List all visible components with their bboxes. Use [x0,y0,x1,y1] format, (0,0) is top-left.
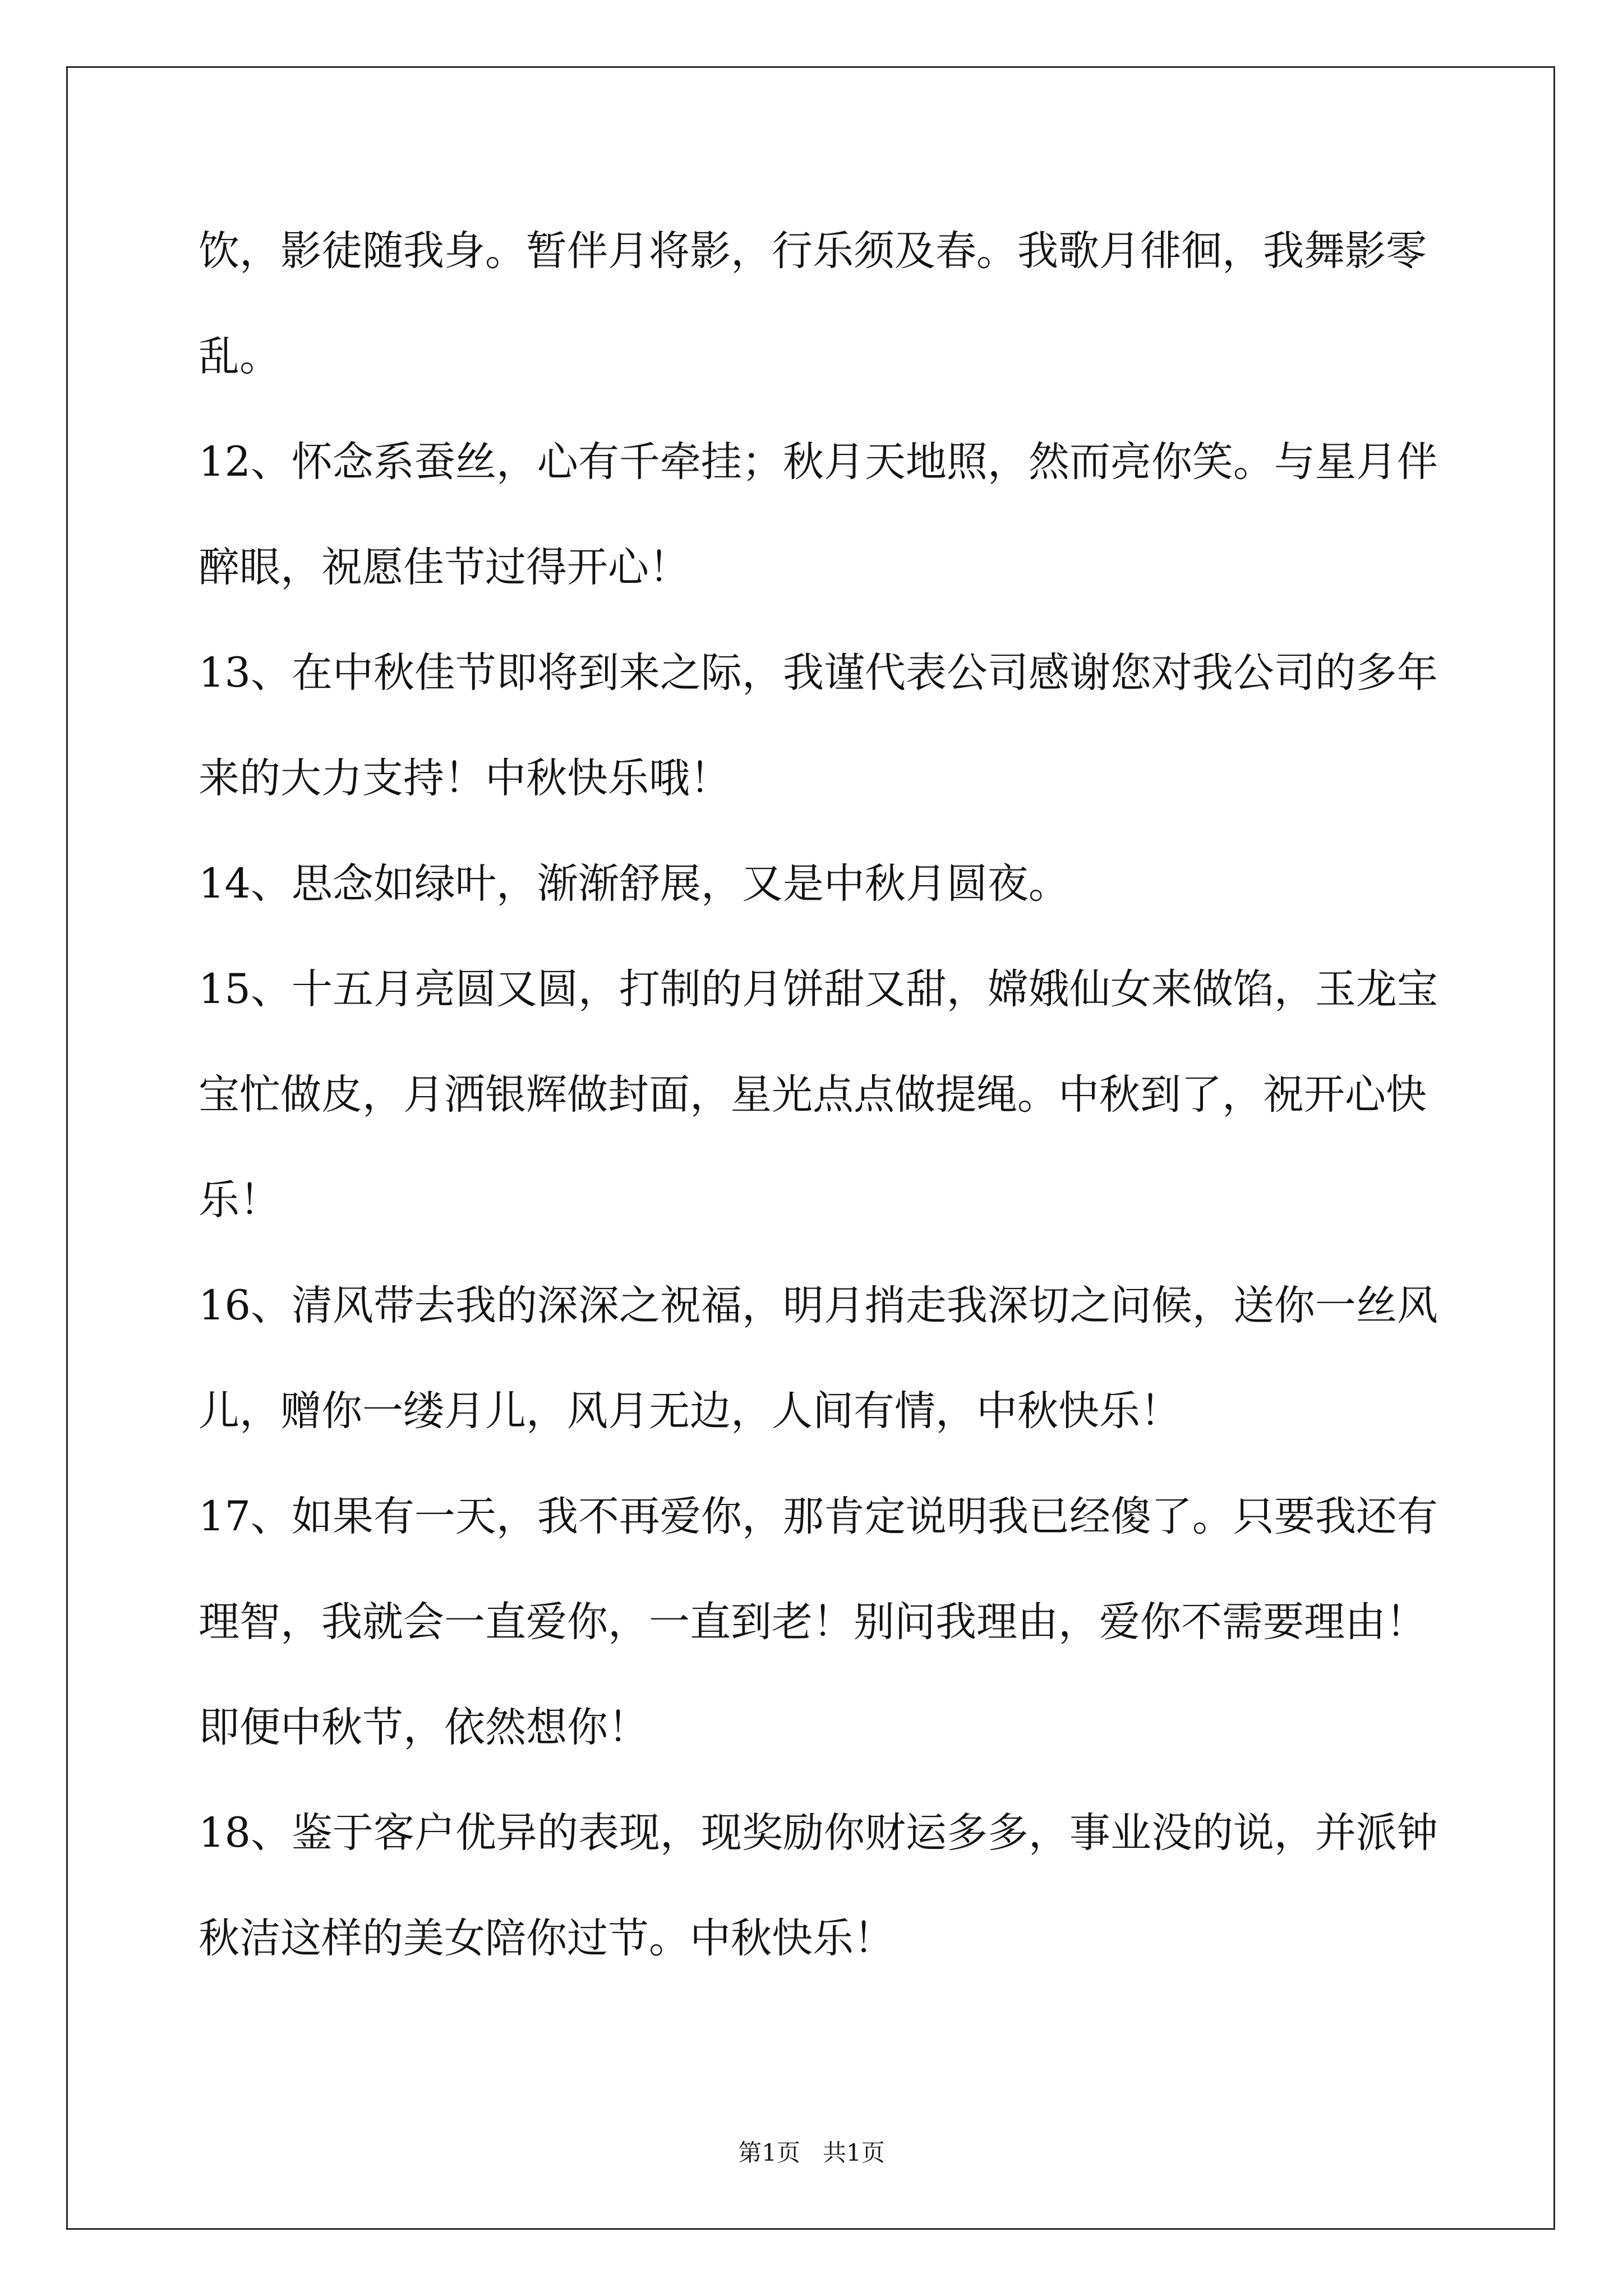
text-line-12: 儿，赠你一缕月儿，风月无边，人间有情，中秋快乐！ [199,1387,1181,1435]
page-number-footer: 第1页 共1页 [738,2139,885,2166]
text-line-1: 饮，影徒随我身。暂伴月将影，行乐须及春。我歌月徘徊，我舞影零 [199,227,1427,275]
text-line-2: 乱。 [199,333,280,380]
text-line-9: 宝忙做皮，月洒银辉做封面，星光点点做提绳。中秋到了，祝开心快 [199,1071,1427,1119]
text-line-15: 即便中秋节，依然想你！ [199,1704,649,1751]
text-line-16: 18、鉴于客户优异的表现，现奖励你财运多多，事业没的说，并派钟 [199,1809,1438,1857]
text-line-3: 12、怀念系蚕丝，心有千牵挂；秋月天地照，然而亮你笑。与星月伴 [199,438,1438,486]
text-line-7: 14、思念如绿叶，渐渐舒展，又是中秋月圆夜。 [199,860,1069,908]
text-line-14: 理智，我就会一直爱你，一直到老！别问我理由，爱你不需要理由！ [199,1598,1427,1646]
document-body [199,218,1438,2010]
text-line-10: 乐！ [199,1176,280,1224]
text-line-17: 秋洁这样的美女陪你过节。中秋快乐！ [199,1915,895,1962]
text-line-4: 醉眼，祝愿佳节过得开心！ [199,544,690,591]
text-line-11: 16、清风带去我的深深之祝福，明月捎走我深切之问候，送你一丝风 [199,1282,1438,1329]
text-line-8: 15、十五月亮圆又圆，打制的月饼甜又甜，嫦娥仙女来做馅，玉龙宝 [199,965,1438,1013]
text-line-5: 13、在中秋佳节即将到来之际，我谨代表公司感谢您对我公司的多年 [199,649,1438,697]
text-line-13: 17、如果有一天，我不再爱你，那肯定说明我已经傻了。只要我还有 [199,1493,1438,1540]
text-line-6: 来的大力支持！中秋快乐哦！ [199,754,731,802]
